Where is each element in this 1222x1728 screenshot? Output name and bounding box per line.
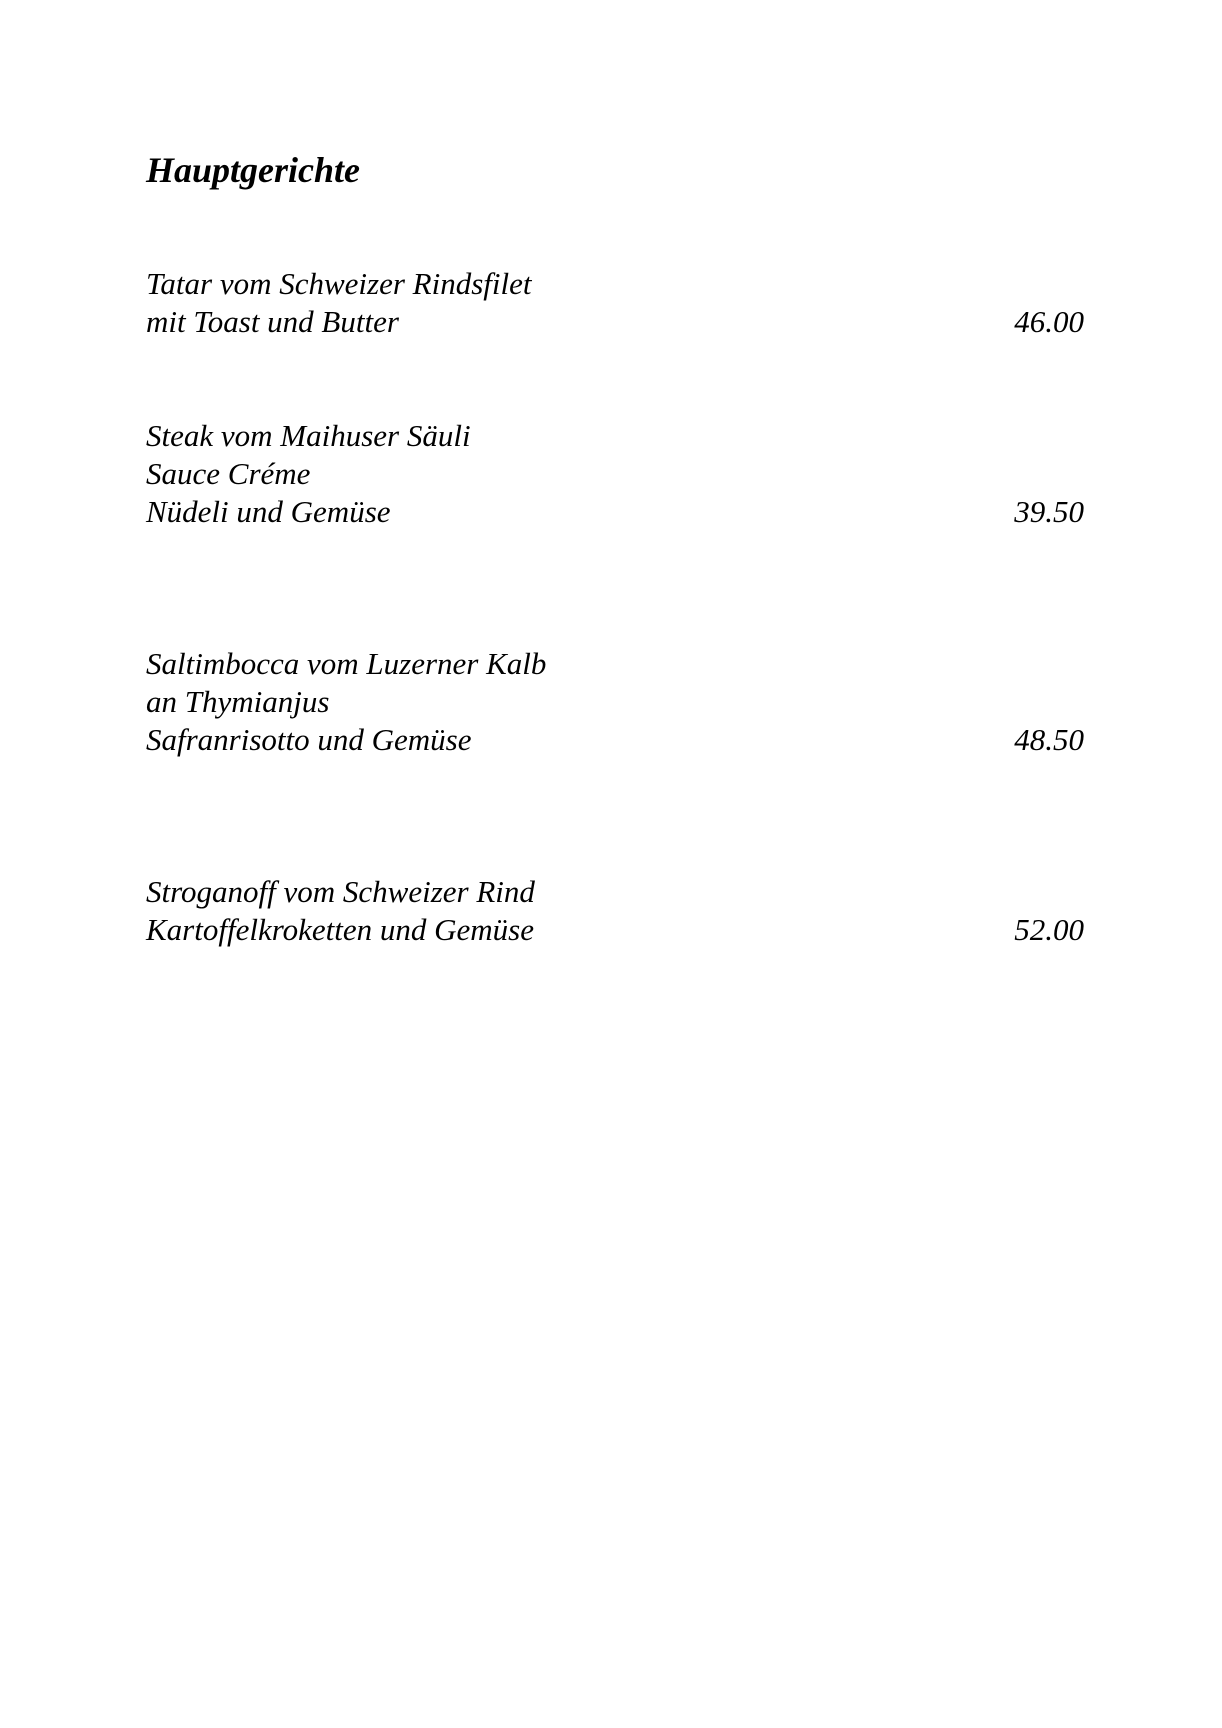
dish-price: 46.00 bbox=[1014, 304, 1084, 339]
dish-description: an Thymianjus bbox=[146, 684, 330, 719]
dish-description: mit Toast und Butter bbox=[146, 304, 399, 339]
section-title: Hauptgerichte bbox=[146, 150, 360, 190]
menu-item bbox=[146, 417, 1084, 531]
dish-description: Safranrisotto und Gemüse bbox=[146, 722, 472, 757]
menu-item bbox=[146, 645, 1084, 759]
dish-description: Kartoffelkroketten und Gemüse bbox=[146, 912, 534, 947]
dish-price: 48.50 bbox=[1014, 722, 1084, 757]
dish-name: Tatar vom Schweizer Rindsfilet bbox=[146, 266, 532, 301]
dish-description: Sauce Créme bbox=[146, 456, 311, 491]
dish-price: 52.00 bbox=[1014, 912, 1084, 947]
dish-name: Saltimbocca vom Luzerner Kalb bbox=[146, 646, 547, 681]
dish-description: Nüdeli und Gemüse bbox=[146, 494, 391, 529]
menu-item bbox=[146, 873, 1084, 949]
menu-item bbox=[146, 265, 1084, 341]
dish-price: 39.50 bbox=[1014, 494, 1084, 529]
dish-name: Stroganoff vom Schweizer Rind bbox=[146, 874, 535, 909]
dish-name: Steak vom Maihuser Säuli bbox=[146, 418, 471, 453]
